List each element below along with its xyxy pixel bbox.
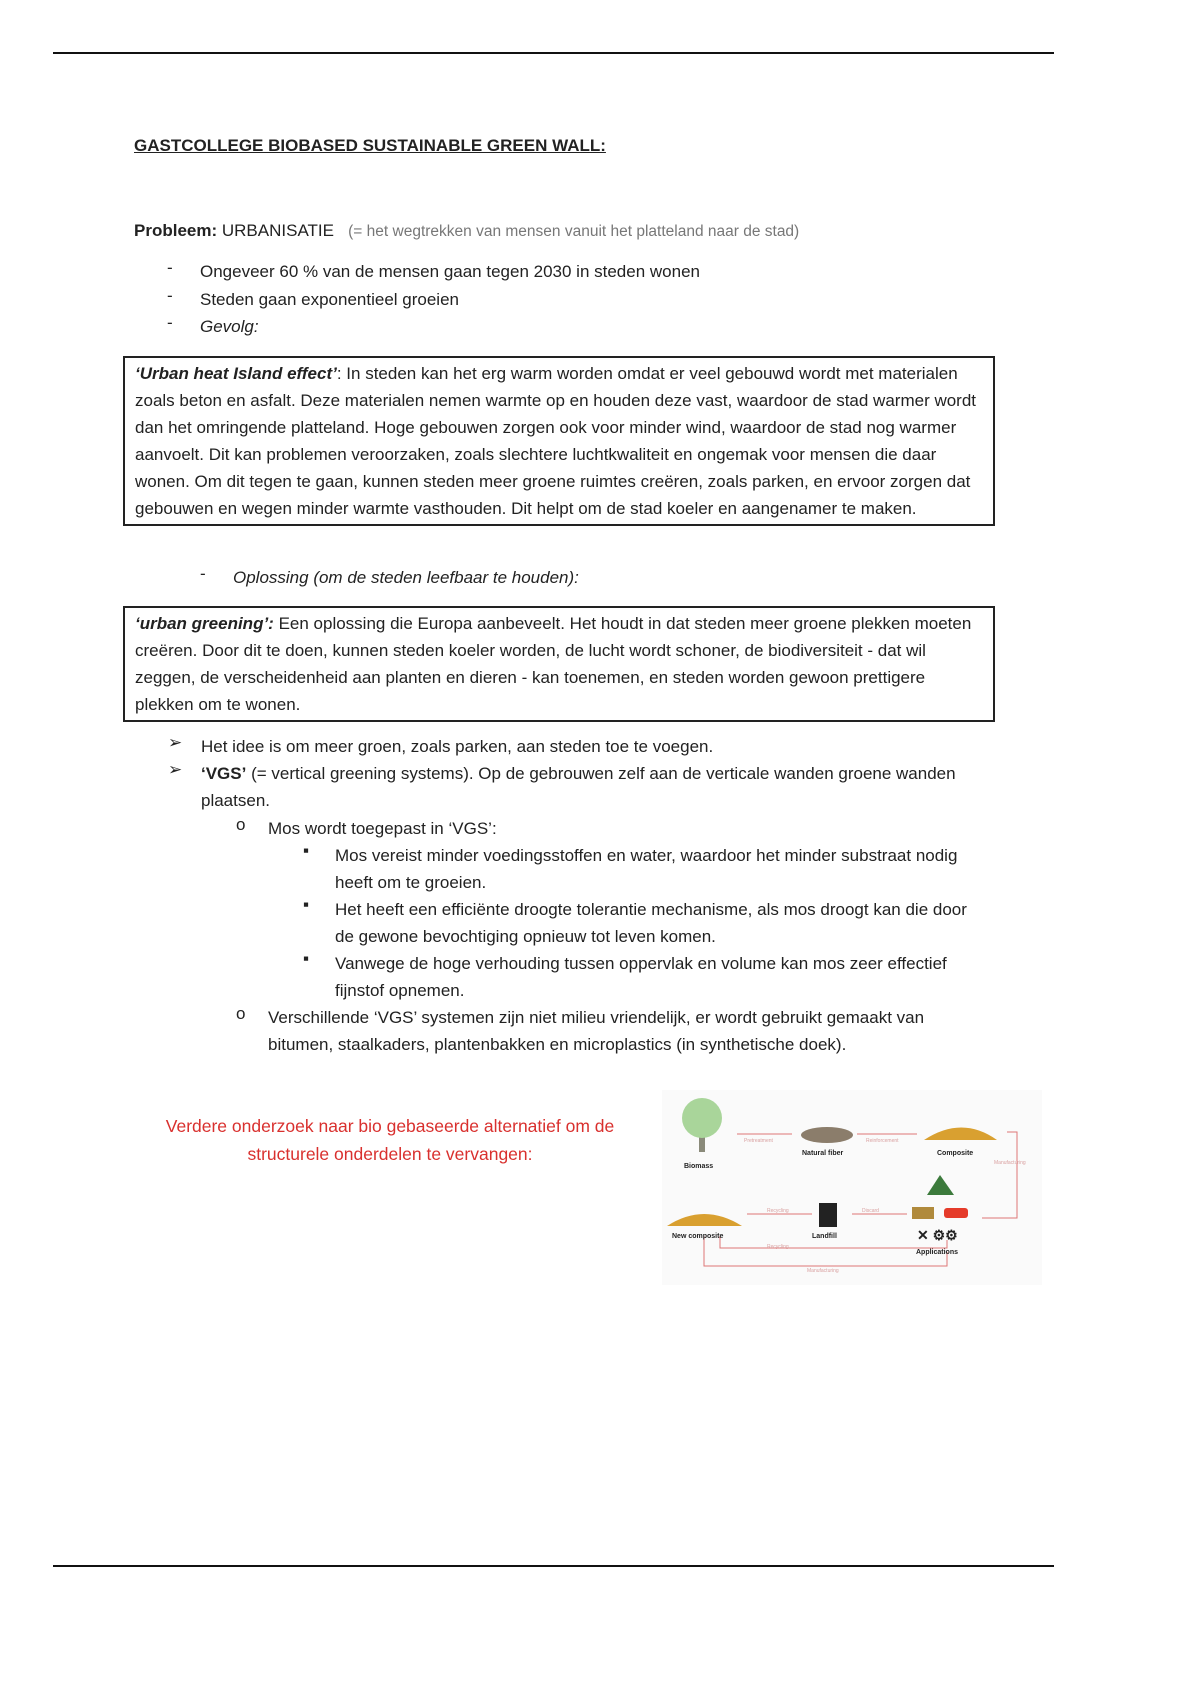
problem-term: URBANISATIE [221,221,334,240]
label-recycling: Recycling [767,1208,789,1214]
bullet-2: Steden gaan exponentieel groeien [200,290,459,309]
trash-icon [819,1203,837,1227]
boot-icon [912,1207,934,1219]
box1-text: : In steden kan het erg warm worden omdat er veel gebouwd wordt met materialen zoals beton en asfalt. Deze materialen nemen warmte op en houden deze vast, waardoor de stad warmer wordt dan het omringende platteland. Hoge gebouwen zorgen ook voor minder wind, waardoor de stad nog warmer aanvoelt. Dit kan problemen veroorzaken, zoals slechtere luchtkwaliteit en ongemak voor mensen die daar wonen. Om dit tegen te gaan, kunnen steden meer groene ruimtes creëren, zoals parken, en ervoor zorgen dat gebouwen en wegen minder warmte vasthouden. Dit helpt om de stad koeler en aangenamer te maken. [135,364,977,518]
arrow-item-2 [201,760,971,814]
sub-item-2: Verschillende ‘VGS’ systemen zijn niet milieu vriendelijk, er wordt gebruikt gemaakt van bitumen, staalkaders, plantenbakken en microplastics (in synthetische doek). [268,1008,925,1054]
label-manufacturing: Manufacturing [994,1160,1026,1166]
bullet-1: Ongeveer 60 % van de mensen gaan tegen 2030 in steden wonen [200,262,700,281]
label-applications: Applications [916,1249,959,1256]
red-note: Verdere onderzoek naar bio gebaseerde alternatief om de structurele onderdelen te vervangen: [165,1116,615,1164]
tools-icon: ✕ ⚙⚙ [917,1227,958,1243]
arrow-bullet-icon: ➢ [168,760,183,779]
label-recycling-2: Recycling [767,1244,789,1250]
label-manufacturing-2: Manufacturing [807,1268,839,1274]
square-item-3: Vanwege de hoge verhouding tussen oppervlak en volume kan mos zeer effectief fijnstof opnemen. [335,954,947,1000]
vgs-text: (= vertical greening systems). Op de gebrouwen zelf aan de verticale wanden groene wanden plaatsen. [201,764,956,810]
label-reinforcement: Reinforcement [866,1138,899,1144]
label-new-composite: New composite [672,1233,724,1240]
label-natural-fiber: Natural fiber [802,1150,844,1157]
sub-item-1: Mos wordt toegepast in ‘VGS’: [268,819,497,838]
label-discard: Discard [862,1208,879,1214]
label-pretreatment: Pretreatment [744,1138,773,1144]
box2-text: Een oplossing die Europa aanbeveelt. Het houdt in dat steden meer groene plekken moeten creëren. Door dit te doen, kunnen steden koeler worden, de lucht wordt schoner, de biodiversiteit - dat wil zeggen, de verscheidenheid aan planten en dieren - kan toenemen, en steden worden gewoon prettigere plekken om te wonen. [135,614,972,714]
vgs-term: ‘VGS’ [201,764,247,783]
top-rule [53,52,1054,54]
label-composite: Composite [937,1150,974,1157]
car-icon [944,1208,968,1218]
label-landfill: Landfill [812,1233,837,1240]
arrow-bullet-icon: ➢ [168,733,183,752]
square-item-2: Het heeft een efficiënte droogte tolerantie mechanisme, als mos droogt kan die door de gewone bevochtiging opnieuw tot leven komen. [335,900,967,946]
label-biomass: Biomass [684,1163,714,1170]
box1-term: ‘Urban heat Island effect’ [135,364,337,383]
urban-heat-island-box [123,356,995,526]
composite-lifecycle-diagram [662,1090,1042,1285]
document-page: GASTCOLLEGE BIOBASED SUSTAINABLE GREEN WALL: Probleem: URBANISATIE (= het wegtrekken van mensen vanuit het platteland naar de stad) - Ongeveer 60 % van de mensen gaan tegen 2030 in steden wonen - Steden gaan exponentieel groeien - Gevolg: ‘Urban heat Island effect’: In steden kan het erg warm worden omdat er veel gebouwd wordt met materialen zoals beton en asfalt. Deze materialen nemen warmte op en houden deze vast, waardoor de stad warmer wordt dan het omringende platteland. Hoge gebouwen zorgen ook voor minder wind, waardoor de stad nog warmer aanvoelt. Dit kan problemen veroorzaken, zoals slechtere luchtkwaliteit en ongemak voor mensen die daar wonen. Om dit tegen te gaan, kunnen steden meer groene ruimtes creëren, zoals parken, en ervoor zorgen dat gebouwen en wegen minder warmte vasthouden. Dit helpt om de stad koeler en aangenamer te maken. - Oplossing (om de steden leefbaar te houden): ‘urban greening’: Een oplossing die Europa aanbeveelt. Het houdt in dat steden meer groene plekken moeten creëren. Door dit te doen, kunnen steden koeler worden, de lucht wordt schoner, de biodiversiteit - dat wil zeggen, de verscheidenheid aan planten en dieren - kan toenemen, en steden worden gewoon prettigere plekken om te wonen. ➢ Het idee is om meer groen, zoals parken, aan steden toe te voegen. ➢ ‘VGS’ (= vertical greening systems). Op de gebrouwen zelf aan de verticale wanden groene wanden plaatsen. o Mos wordt toegepast in ‘VGS’: ▪ Mos vereist minder voedingsstoffen en water, waardoor het minder substraat nodig heeft om te groeien. ▪ Het heeft een efficiënte droogte tolerantie mechanisme, als mos droogt kan die door de gewone bevochtiging opnieuw tot leven komen. ▪ Vanwege de hoge verhouding tussen oppervlak en volume kan mos zeer effectief fijnstof opnemen. o Verschillende ‘VGS’ systemen zijn niet milieu vriendelijk, er wordt gebruikt gemaakt van bitumen, staalkaders, plantenbakken en microplastics (in synthetische doek). Verdere onderzoek naar bio gebaseerde alternatief om de structurele onderdelen te vervangen: ✕ ⚙⚙ Biomass Natural fiber Composite Applications Landfill New composite Pretreatment Reinforcement Manufacturing Discard Recycling Recycling Manufacturing [0,0,1200,1700]
square-item-1: Mos vereist minder voedingsstoffen en water, waardoor het minder substraat nodig heeft om te groeien. [335,846,958,892]
problem-line [134,217,799,245]
problem-label: Probleem: [134,221,218,240]
bullet-3: Gevolg: [200,317,259,336]
arrow-item-1: Het idee is om meer groen, zoals parken, aan steden toe te voegen. [201,737,714,756]
urban-greening-box [123,606,995,722]
problem-definition: (= het wegtrekken van mensen vanuit het platteland naar de stad) [348,223,800,240]
natural-fiber-icon [801,1127,853,1143]
page-title: GASTCOLLEGE BIOBASED SUSTAINABLE GREEN WALL: [134,136,606,155]
box2-term: ‘urban greening’: [135,614,274,633]
bottom-rule [53,1565,1054,1567]
solution-line: Oplossing (om de steden leefbaar te houden): [233,568,579,587]
